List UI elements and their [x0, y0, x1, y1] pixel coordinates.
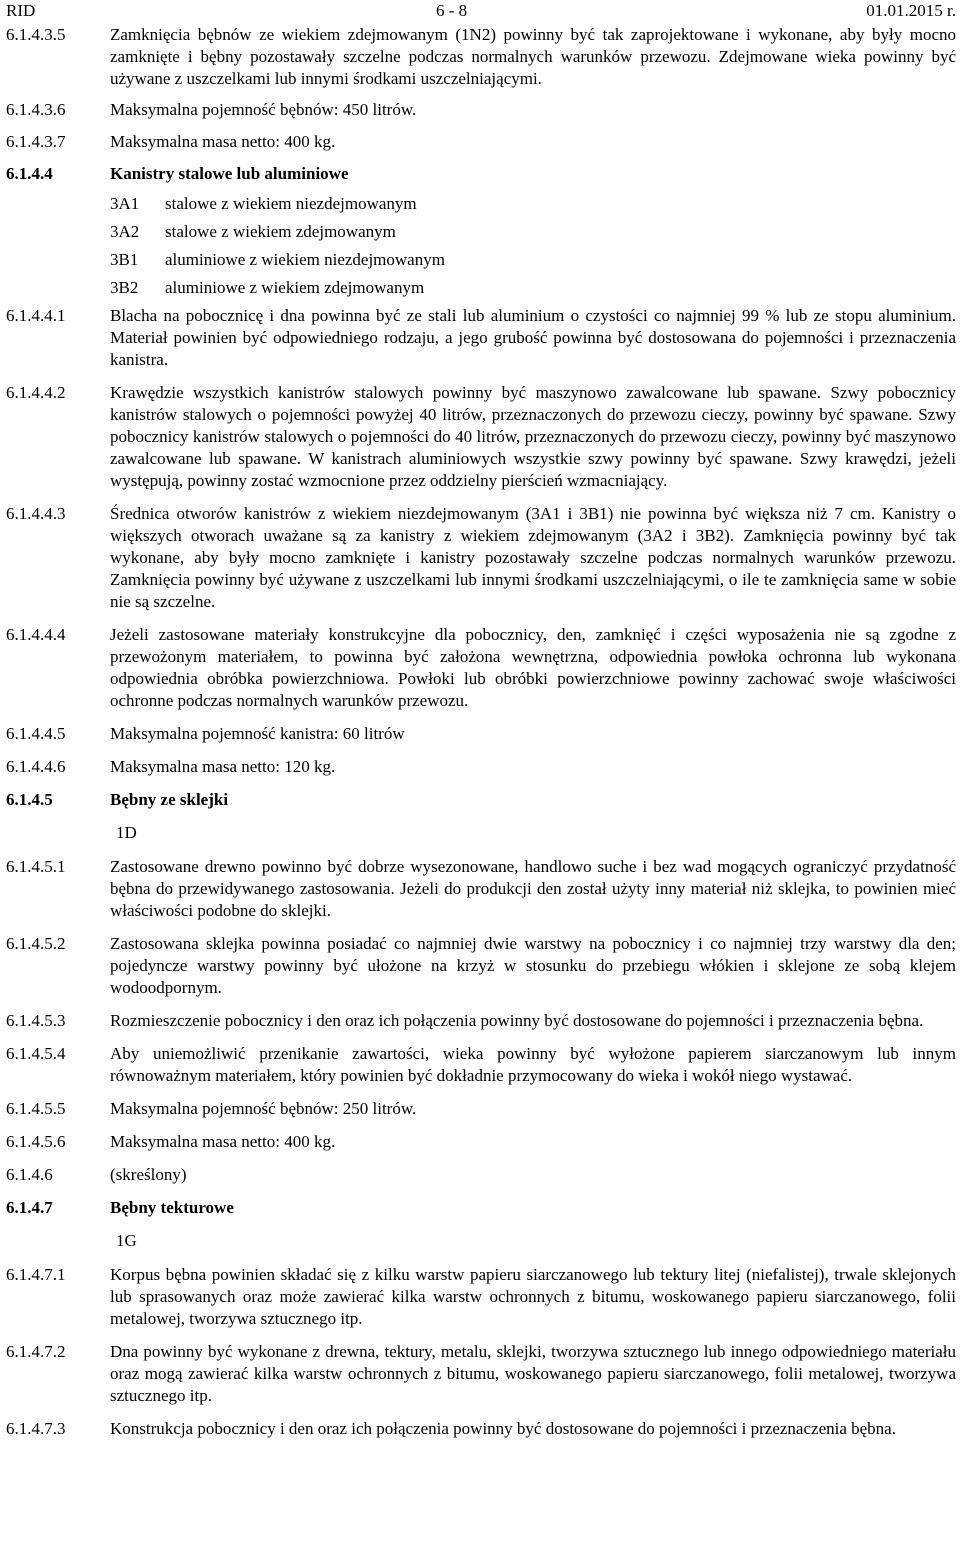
- paragraph-text: Blacha na pobocznicę i dna powinna być ze stali lub aluminium o czystości co najmniej 99 % lub ze stopu aluminium. Materiał powinien być odpowiedniego rodzaju, a jego grubość powinna być dostosowana do pojemności i przeznaczenia kanistra.: [110, 306, 956, 369]
- paragraph: [6, 856, 956, 922]
- section-title: Bębny tekturowe: [110, 1198, 234, 1217]
- paragraph-text: Rozmieszczenie pobocznicy i den oraz ich połączenia powinny być dostosowane do pojemności i przeznaczenia bębna.: [110, 1011, 924, 1030]
- paragraph-number: 6.1.4.4.6: [6, 757, 66, 776]
- code-row: [110, 249, 956, 277]
- paragraph: [6, 1341, 956, 1407]
- paragraph-text: Średnica otworów kanistrów z wiekiem niezdejmowanym (3A1 i 3B1) nie powinna być większa niż 7 cm. Kanistry o większych otworach uważane są za kanistry z wiekiem zdejmowanym (3A2 i 3B2). Zamknięcia powinny być tak wykonane, aby były mocno zamknięte i kanistry pozostawały szczelne podczas normalnych warunków przewozu. Zamknięcia powinny być używane z uszczelkami lub innymi środkami uszczelniającymi, o ile te zamknięcia same w sobie nie są szczelne.: [110, 504, 956, 611]
- paragraph-number: 6.1.4.3.6: [6, 100, 66, 119]
- section-title: Bębny ze sklejki: [110, 790, 229, 809]
- section-heading: [6, 789, 956, 811]
- packaging-code: 3A2: [110, 222, 140, 241]
- paragraph: [6, 305, 956, 371]
- paragraph: [6, 1043, 956, 1087]
- paragraph: [6, 24, 956, 90]
- packaging-code-description: stalowe z wiekiem niezdejmowanym: [165, 194, 417, 213]
- header-page-number: 6 - 8: [436, 1, 468, 20]
- paragraph-text: Maksymalna pojemność bębnów: 250 litrów.: [110, 1099, 417, 1118]
- header-left: RID: [6, 1, 36, 20]
- paragraph: [6, 131, 956, 153]
- paragraph: [6, 1010, 956, 1032]
- paragraph-text: Jeżeli zastosowane materiały konstrukcyjne dla pobocznicy, den, zamknięć i części wyposażenia nie są zgodne z przewożonym materiałem, to powinna być założona wewnętrzna, odpowiednia powłoka ochronna lub wykonana odpowiednia obróbka powierzchniowa. Powłoki lub obróbki powierzchniowe powinny zachować swoje właściwości ochronne podczas normalnych warunków przewozu.: [110, 625, 956, 710]
- code-row: [110, 221, 956, 249]
- paragraph: [6, 503, 956, 613]
- code-row: [110, 193, 956, 221]
- paragraph-text: Dna powinny być wykonane z drewna, tektury, metalu, sklejki, tworzywa sztucznego lub innego odpowiedniego materiału oraz mogą zawierać kilka warstw ochronnych z bitumu, woskowanego papieru siarczanowego, folii metalowej, tworzywa sztucznego itp.: [110, 1342, 956, 1405]
- code-row: [110, 277, 956, 305]
- packaging-code: 3B2: [110, 278, 139, 297]
- paragraph-number: 6.1.4.6: [6, 1165, 53, 1184]
- document-page: [6, 0, 956, 1440]
- paragraph: [6, 624, 956, 712]
- paragraph: [6, 1264, 956, 1330]
- section-number: 6.1.4.7: [6, 1198, 53, 1217]
- paragraph-number: 6.1.4.7.1: [6, 1265, 66, 1284]
- paragraph-number: 6.1.4.4.5: [6, 724, 66, 743]
- paragraph-text: (skreślony): [110, 1165, 187, 1184]
- paragraph-number: 6.1.4.7.2: [6, 1342, 66, 1361]
- paragraph-text: Aby uniemożliwić przenikanie zawartości, wieka powinny być wyłożone papierem siarczanowym lub innym równoważnym materiałem, który powinien być dokładnie przymocowany do wieka i wokół niego wystawać.: [110, 1044, 956, 1085]
- header-date: 01.01.2015 r.: [866, 1, 956, 20]
- section-number: 6.1.4.4: [6, 164, 53, 183]
- paragraph-text: Maksymalna pojemność bębnów: 450 litrów.: [110, 100, 417, 119]
- paragraph-number: 6.1.4.4.1: [6, 306, 66, 325]
- paragraph-text: Maksymalna masa netto: 120 kg.: [110, 757, 336, 776]
- packaging-code: 3A1: [110, 194, 140, 213]
- paragraph-number: 6.1.4.4.2: [6, 383, 66, 402]
- paragraph-number: 6.1.4.5.2: [6, 934, 66, 953]
- section-number: 6.1.4.5: [6, 790, 53, 809]
- paragraph: [6, 1131, 956, 1153]
- section-heading: [6, 163, 956, 185]
- packaging-code: 1D: [116, 823, 137, 842]
- paragraph: [6, 99, 956, 121]
- paragraph-text: Maksymalna masa netto: 400 kg.: [110, 1132, 336, 1151]
- section-heading: [6, 1197, 956, 1219]
- section-title: Kanistry stalowe lub aluminiowe: [110, 164, 349, 183]
- paragraph-number: 6.1.4.4.4: [6, 625, 66, 644]
- paragraph-text: Zastosowana sklejka powinna posiadać co najmniej dwie warstwy na pobocznicy i co najmniej trzy warstwy dla den; pojedyncze warstwy powinny być ułożone na krzyż w stosunku do przebiegu włókien i sklejone ze sobą klejem wodoodpornym.: [110, 934, 956, 997]
- paragraph: [6, 756, 956, 778]
- paragraph: [6, 1164, 956, 1186]
- paragraph-text: Korpus bębna powinien składać się z kilku warstw papieru siarczanowego lub tektury litej (niefalistej), trwale sklejonych lub sprasowanych oraz może zawierać kilka warstw ochronnych z bitumu, woskowanego papieru siarczanowego, folii metalowej, tworzywa sztucznego itp.: [110, 1265, 956, 1328]
- paragraph-text: Zamknięcia bębnów ze wiekiem zdejmowanym (1N2) powinny być tak zaprojektowane i wykonane, aby były mocno zamknięte i bębny pozostawały szczelne podczas normalnych warunków przewozu. Zdejmowane wieka powinny być używane z uszczelkami lub innymi środkami uszczelniającymi.: [110, 25, 956, 88]
- packaging-code-description: aluminiowe z wiekiem niezdejmowanym: [165, 250, 445, 269]
- packaging-code: 3B1: [110, 250, 139, 269]
- packaging-code-description: stalowe z wiekiem zdejmowanym: [165, 222, 396, 241]
- paragraph-text: Krawędzie wszystkich kanistrów stalowych powinny być maszynowo zawalcowane lub spawane. Szwy pobocznicy kanistrów stalowych o pojemności powyżej 40 litrów, przeznaczonych do przewozu cieczy, powinny być spawane. Szwy pobocznicy kanistrów stalowych o pojemności do 40 litrów, przeznaczonych do przewozu cieczy, powinny być maszynowo zawalcowane lub spawane. W kanistrach aluminiowych wszystkie szwy powinny być spawane. Szwy krawędzi, jeżeli występują, powinny zostać wzmocnione przez oddzielny pierścień wzmacniający.: [110, 383, 956, 490]
- paragraph-number: 6.1.4.3.7: [6, 132, 66, 151]
- paragraph-number: 6.1.4.7.3: [6, 1419, 66, 1438]
- paragraph-number: 6.1.4.4.3: [6, 504, 66, 523]
- paragraph: [6, 382, 956, 492]
- packaging-code: 1G: [116, 1231, 137, 1250]
- page-header: [6, 0, 956, 22]
- paragraph-number: 6.1.4.5.3: [6, 1011, 66, 1030]
- paragraph-text: Maksymalna pojemność kanistra: 60 litrów: [110, 724, 405, 743]
- paragraph-number: 6.1.4.5.4: [6, 1044, 66, 1063]
- paragraph-number: 6.1.4.3.5: [6, 25, 66, 44]
- paragraph: [6, 1418, 956, 1440]
- paragraph: [6, 723, 956, 745]
- paragraph: [6, 933, 956, 999]
- paragraph-number: 6.1.4.5.1: [6, 857, 66, 876]
- paragraph-text: Zastosowane drewno powinno być dobrze wysezonowane, handlowo suche i bez wad mogących ograniczyć przydatność bębna do przewidywanego zastosowania. Jeżeli do produkcji den został użyty inny materiał niż sklejka, to powinien mieć właściwości podobne do sklejki.: [110, 857, 956, 920]
- paragraph-text: Konstrukcja pobocznicy i den oraz ich połączenia powinny być dostosowane do pojemności i przeznaczenia bębna.: [110, 1419, 896, 1438]
- paragraph-number: 6.1.4.5.6: [6, 1132, 66, 1151]
- paragraph-number: 6.1.4.5.5: [6, 1099, 66, 1118]
- paragraph-text: Maksymalna masa netto: 400 kg.: [110, 132, 336, 151]
- packaging-code-list: [6, 193, 956, 305]
- packaging-code-description: aluminiowe z wiekiem zdejmowanym: [165, 278, 425, 297]
- paragraph: [6, 1098, 956, 1120]
